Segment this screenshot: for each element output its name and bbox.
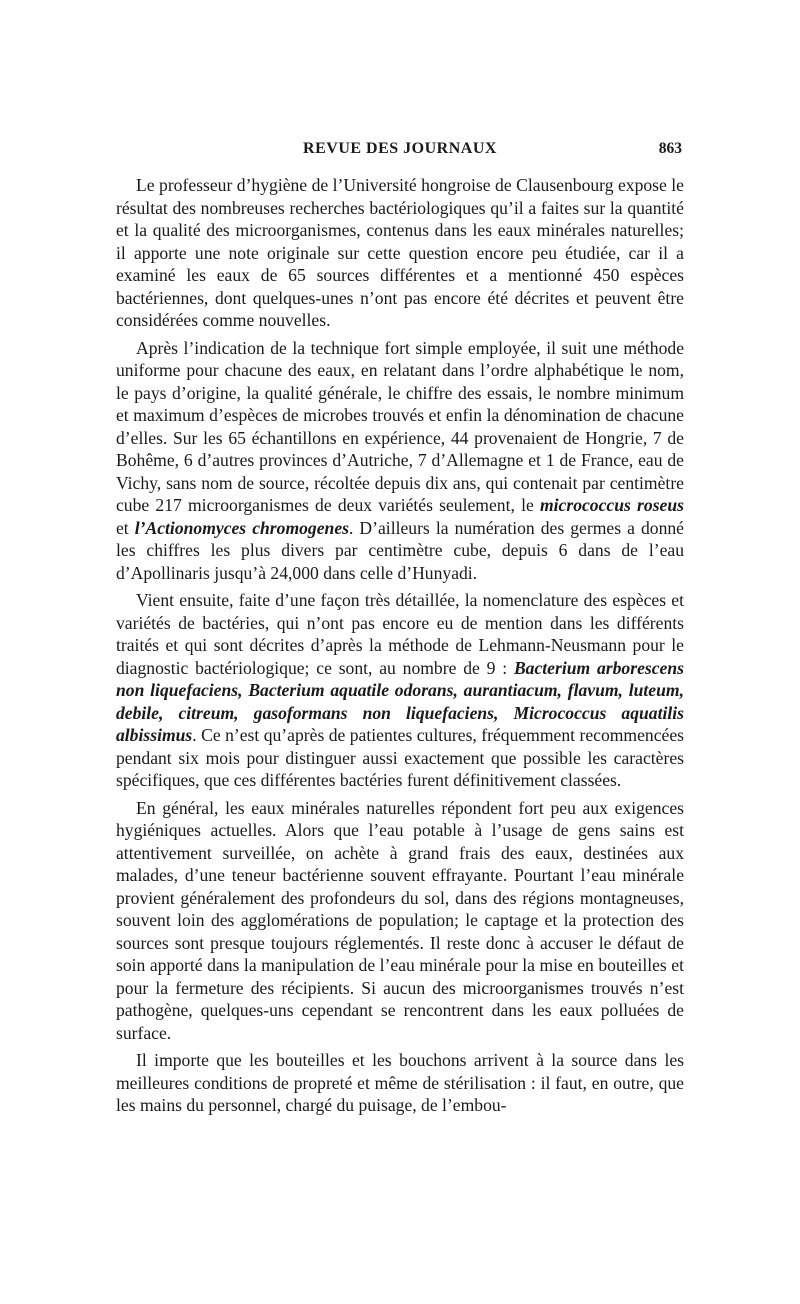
text-segment: Il importe que les bouteilles et les bouchons arrivent à la source dans les meilleures conditions de propreté et même de stérilisation : il faut, en outre, que les mains du personnel, chargé du puisage, de l’embou- [116, 1050, 684, 1115]
text-segment: . Ce n’est qu’après de patientes cultures, fréquemment recommencées pendant six mois pour distinguer aussi exactement que possible les caractères spécifiques, que ces différentes bactéries furent définitivement classées. [116, 725, 684, 790]
species-list: Bacterium arborescens non liquefaciens, Bacterium aquatile odorans, aurantiacum, flavum, luteum, debile, citreum, gasoformans non liquefaciens, Micrococcus aquatilis albissimus [116, 657, 684, 745]
book-page [116, 140, 684, 1117]
text-segment: Le professeur d’hygiène de l’Université hongroise de Clausenbourg expose le résultat des nombreuses recherches bactériologiques qu’il a faites sur la quantité et la qualité des microorganismes, contenus dans les eaux minérales naturelles; il apporte une note originale sur cette question encore peu étudiée, car il a examiné les eaux de 65 sources différentes et a mentionné 450 espèces bactériennes, dont quelques-unes n’ont pas encore été décrites et peuvent être considérées comme nouvelles. [116, 175, 684, 330]
page-number: 863 [658, 140, 682, 157]
article-body [116, 174, 684, 1117]
paragraph-1 [116, 174, 684, 332]
text-segment: et [116, 517, 135, 538]
species-name: micrococcus roseus [539, 495, 684, 515]
paragraph-2 [116, 337, 684, 585]
text-segment: Après l’indication de la technique fort simple employée, il suit une méthode uniforme pour chacune des eaux, en relatant dans l’ordre alphabétique le nom, le pays d’origine, la qualité générale, le chiffre des essais, le nombre minimum et maximum d’espèces de microbes trouvés et enfin la dénomination de chacune d’elles. Sur les 65 échantillons en expérience, 44 provenaient de Hongrie, 7 de Bohême, 6 d’autres provinces d’Autriche, 7 d’Allemagne et 1 de France, eau de Vichy, sans nom de source, récoltée depuis dix ans, qui contenait par centimètre cube 217 microorganismes de deux variétés seulement, le [116, 337, 684, 515]
species-name: l’Actionomyces chromogenes [134, 517, 349, 538]
text-segment: . D’ailleurs la numération des germes a donné les chiffres les plus divers par centimètre cube, depuis 6 dans de l’eau d’Apollinaris jusqu’à 24,000 dans celle d’Hunyadi. [116, 517, 684, 583]
running-head [116, 140, 684, 164]
paragraph-5 [116, 1049, 684, 1117]
running-title: REVUE DES JOURNAUX [303, 140, 497, 157]
paragraph-4 [116, 797, 684, 1045]
text-segment: En général, les eaux minérales naturelles répondent fort peu aux exigences hygiéniques actuelles. Alors que l’eau potable à l’usage de gens sains est attentivement surveillée, on achète à grand frais des eaux, destinées aux malades, d’une teneur bactérienne souvent effrayante. Pourtant l’eau minérale provient généralement des profondeurs du sol, dans des régions montagneuses, souvent loin des agglomérations de population; le captage et la protection des sources sont presque toujours réglementés. Il reste donc à accuser le défaut de soin apporté dans la manipulation de l’eau minérale pour la mise en bouteilles et pour la fermeture des récipients. Si aucun des microorganismes trouvés n’est pathogène, quelques-uns cependant se rencontrent dans les eaux polluées de surface. [116, 797, 684, 1043]
text-segment: Vient ensuite, faite d’une façon très détaillée, la nomenclature des espèces et variétés de bactéries, qui n’ont pas encore eu de mention dans les différents traités et qui sont décrites d’après la méthode de Lehmann-Neusmann pour le diagnostic bactériologique; ce sont, au nombre de 9 : [116, 590, 684, 678]
paragraph-3 [116, 589, 684, 792]
